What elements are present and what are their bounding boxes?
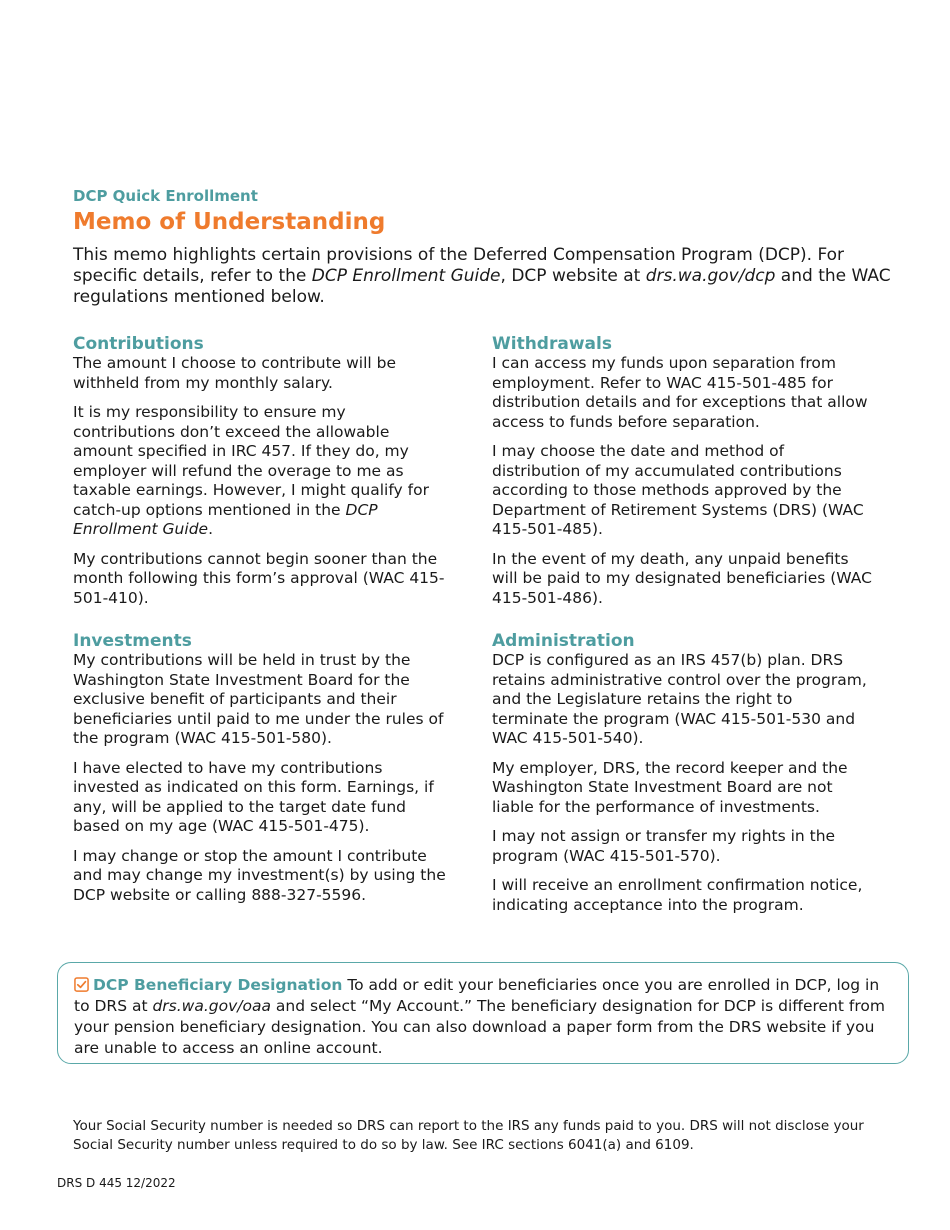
ssn-note: Your Social Security number is needed so DRS can report to the IRS any funds paid to you. DRS will not disclose your Social Security number unless required to do so by law. See IRC sections 6041(a) and 6109. xyxy=(73,1118,864,1153)
withdrawals-heading: Withdrawals xyxy=(492,334,612,354)
administration-p4: I will receive an enrollment confirmation notice, indicating acceptance into the program. xyxy=(492,876,863,914)
callout-heading: DCP Beneficiary Designation xyxy=(93,976,343,994)
left-column xyxy=(73,334,448,915)
contributions-p1: The amount I choose to contribute will be withheld from my monthly salary. xyxy=(73,354,397,392)
withdrawals-p1: I can access my funds upon separation from employment. Refer to WAC 415-501-485 for distribution details and for exceptions that allow access to funds before separation. xyxy=(492,354,868,431)
checkbox-check-icon xyxy=(74,977,89,992)
form-number: DRS D 445 12/2022 xyxy=(57,1176,176,1190)
withdrawals-p3: In the event of my death, any unpaid benefits will be paid to my designated beneficiaries (WAC 415-501-486). xyxy=(492,549,872,607)
dcp-website-link[interactable]: drs.wa.gov/dcp xyxy=(645,266,776,286)
oaa-website-link[interactable]: drs.wa.gov/oaa xyxy=(152,997,271,1015)
contributions-p2: It is my responsibility to ensure my contributions don’t exceed the allowable amount specified in IRC 457. If they do, my employer will refund the overage to me as taxable earnings. However, I might qualify for catch-up options mentioned in the DCP Enrollment Guide. xyxy=(73,403,429,538)
guide-reference: DCP Enrollment Guide xyxy=(311,266,501,286)
administration-p1: DCP is configured as an IRS 457(b) plan. DRS retains administrative control over the program, and the Legislature retains the right to terminate the program (WAC 415-501-530 and WAC 415-501-540). xyxy=(492,651,867,747)
page-title: Memo of Understanding xyxy=(73,209,386,235)
investments-heading: Investments xyxy=(73,631,192,651)
contributions-heading: Contributions xyxy=(73,334,204,354)
beneficiary-callout: DCP Beneficiary Designation To add or edit your beneficiaries once you are enrolled in DCP, log in to DRS at drs.wa.gov/oaa and select “My Account.” The beneficiary designation for DCP is different from your pension beneficiary designation. You can also download a paper form from the DRS website if you are unable to access an online account. xyxy=(57,962,909,1064)
investments-p2: I have elected to have my contributions invested as indicated on this form. Earnings, if any, will be applied to the target date fund based on my age (WAC 415-501-475). xyxy=(73,758,434,835)
withdrawals-p2: I may choose the date and method of distribution of my accumulated contributions according to those methods approved by the Department of Retirement Systems (DRS) (WAC 415-501-485). xyxy=(492,442,864,538)
investments-p1: My contributions will be held in trust by the Washington State Investment Board for the exclusive benefit of participants and their beneficiaries until paid to me under the rules of the program (WAC 415-501-580). xyxy=(73,651,444,747)
administration-p3: I may not assign or transfer my rights in the program (WAC 415-501-570). xyxy=(492,827,836,865)
contributions-p3: My contributions cannot begin sooner than the month following this form’s approval (WAC 415-501-410). xyxy=(73,549,445,607)
administration-heading: Administration xyxy=(492,631,635,651)
administration-p2: My employer, DRS, the record keeper and the Washington State Investment Board are not liable for the performance of investments. xyxy=(492,758,848,816)
right-column xyxy=(492,334,872,925)
intro-paragraph: This memo highlights certain provisions of the Deferred Compensation Program (DCP). For specific details, refer to the DCP Enrollment Guide, DCP website at drs.wa.gov/dcp and the WAC regulations mentioned below. xyxy=(73,245,891,307)
section-eyebrow: DCP Quick Enrollment xyxy=(73,187,258,205)
investments-p3: I may change or stop the amount I contribute and may change my investment(s) by using the DCP website or calling 888-327-5596. xyxy=(73,846,446,904)
